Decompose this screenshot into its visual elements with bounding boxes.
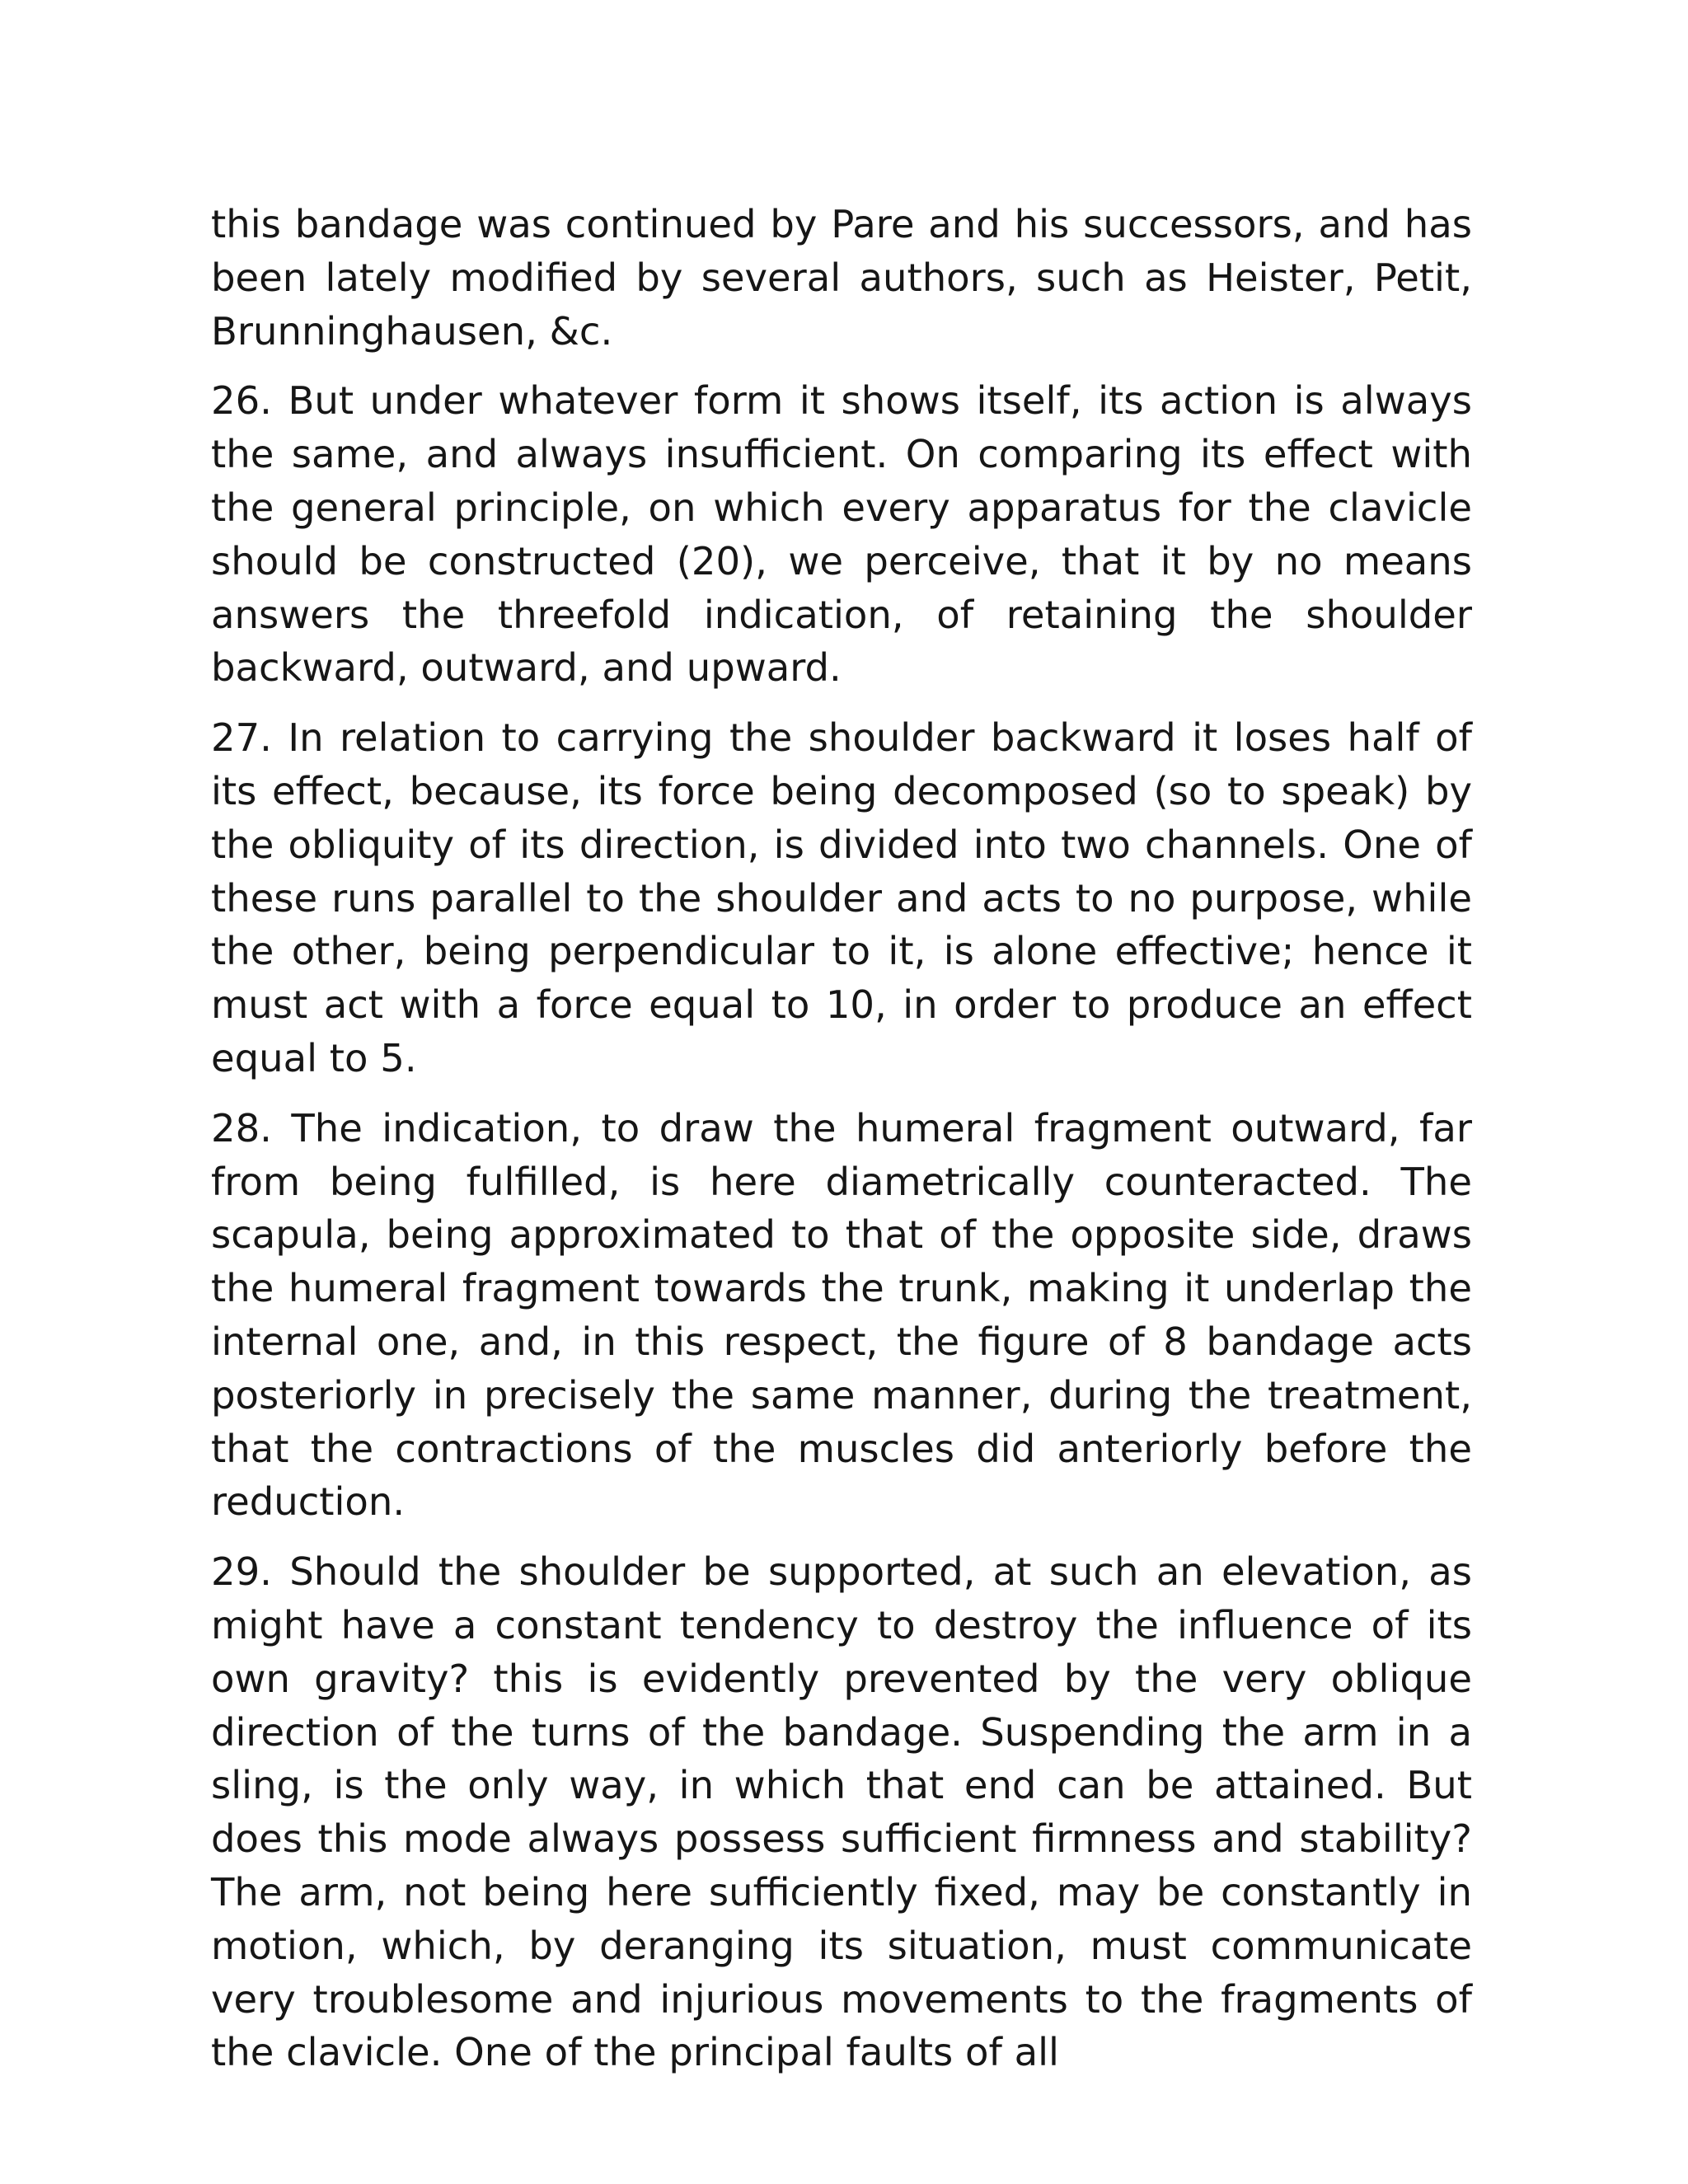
paragraph-continuation: this bandage was continued by Pare and his successors, and has been lately modified by several authors, such as Heister, Petit, Brunninghausen, &c. xyxy=(211,202,1472,354)
paragraph-26: 26. But under whatever form it shows itself, its action is always the same, and always insufficient. On comparing its effect with the general principle, on which every apparatus for the clavicle should be constructed (20), we perceive, that it by no means answers the threefold indication, of retaining the shoulder backward, outward, and upward. xyxy=(211,378,1472,691)
paragraph-29: 29. Should the shoulder be supported, at such an elevation, as might have a constant tendency to destroy the influence of its own gravity? this is evidently prevented by the very oblique direction of the turns of the bandage. Suspending the arm in a sling, is the only way, in which that end can be attained. But does this mode always possess sufficient firmness and stability? The arm, not being here sufficiently fixed, may be constantly in motion, which, by deranging its situation, must communicate very troublesome and injurious movements to the fragments of the clavicle. One of the principal faults of all xyxy=(211,1549,1472,2075)
paragraph-27: 27. In relation to carrying the shoulder backward it loses half of its effect, because, its force being decomposed (so to speak) by the obliquity of its direction, is divided into two channels. One of these runs parallel to the shoulder and acts to no purpose, while the other, being perpendicular to it, is alone effective; hence it must act with a force equal to 10, in order to produce an effect equal to 5. xyxy=(211,715,1472,1080)
paragraph-28: 28. The indication, to draw the humeral fragment outward, far from being fulfilled, is here diametrically counteracted. The scapula, being approximated to that of the opposite side, draws the humeral fragment towards the trunk, making it underlap the internal one, and, in this respect, the figure of 8 bandage acts posteriorly in precisely the same manner, during the treatment, that the contractions of the muscles did anteriorly before the reduction. xyxy=(211,1105,1472,1525)
body-text xyxy=(211,198,1472,2096)
